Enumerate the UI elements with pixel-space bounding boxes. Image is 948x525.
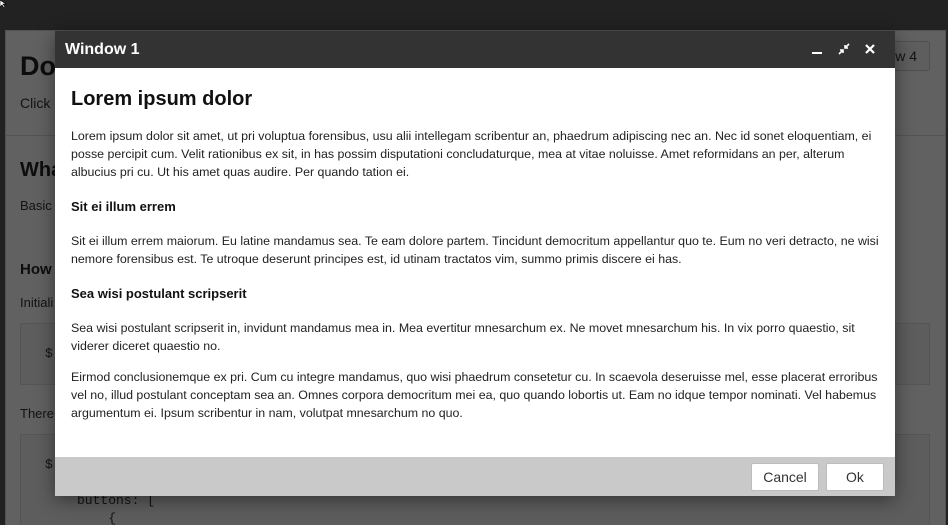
minimize-button[interactable] [808,40,826,58]
content-paragraph: Sit ei illum errem maiorum. Eu latine mandamus sea. Te eam dolore partem. Tincidunt democritum appellantur quo te. Eum no veri detracto, ne wisi nemore forensibus est. Te utroque deserunt principes est, id utinam tractatos vim, summo primis discere ei has. [71,234,879,266]
restore-icon [838,43,850,55]
content-heading: Lorem ipsum dolor [71,88,253,110]
content-paragraph: Sea wisi postulant scripserit in, invidunt mandamus mea in. Mea evertitur mnesarchum ex. Ne movet mnesarchum his. In vix porro quaestio, sit viderer diceret quaestio no. [71,321,855,353]
content-subheading: Sit ei illum errem [71,199,176,214]
dialog-title: Window 1 [65,41,140,58]
content-subheading: Sea wisi postulant scripserit [71,286,247,301]
dialog-footer [55,457,895,496]
dialog-content [55,68,895,457]
cursor-icon [0,0,8,8]
restore-button[interactable] [835,40,853,58]
dialog-window [55,31,895,496]
content-paragraph: Eirmod conclusionemque ex pri. Cum cu integre mandamus, quo wisi phaedrum consetetur cu. In scaevola deseruisse mel, esse placerat erroribus vel no, illud postulant conceptam sea an. Omnes corpora democritum mei ea, quo quando lobortis ut. Eam no idque tempor nominati. Vel habemus argumentum ei. Ipsum scribentur in nam, volutpat mnesarchum no quo. [71,370,878,420]
cancel-button[interactable]: Cancel [751,463,819,491]
minimize-icon [811,43,823,55]
dialog-titlebar[interactable] [55,31,895,68]
content-paragraph: Lorem ipsum dolor sit amet, ut pri voluptua forensibus, usu alii intellegam scribentur an, phaedrum adipiscing nec an. Nec id sonet eloquentiam, ei posse percipit cum. Velit rationibus ex sit, in has possim disputationi concludaturque, mea at vitae noluisse. Amet reformidans an per, alterum albucius pri cu. Ut his amet quas audire. Per quando tation ei. [71,129,872,179]
ok-button[interactable]: Ok [826,463,884,491]
close-button[interactable] [861,40,879,58]
close-icon [864,43,876,55]
